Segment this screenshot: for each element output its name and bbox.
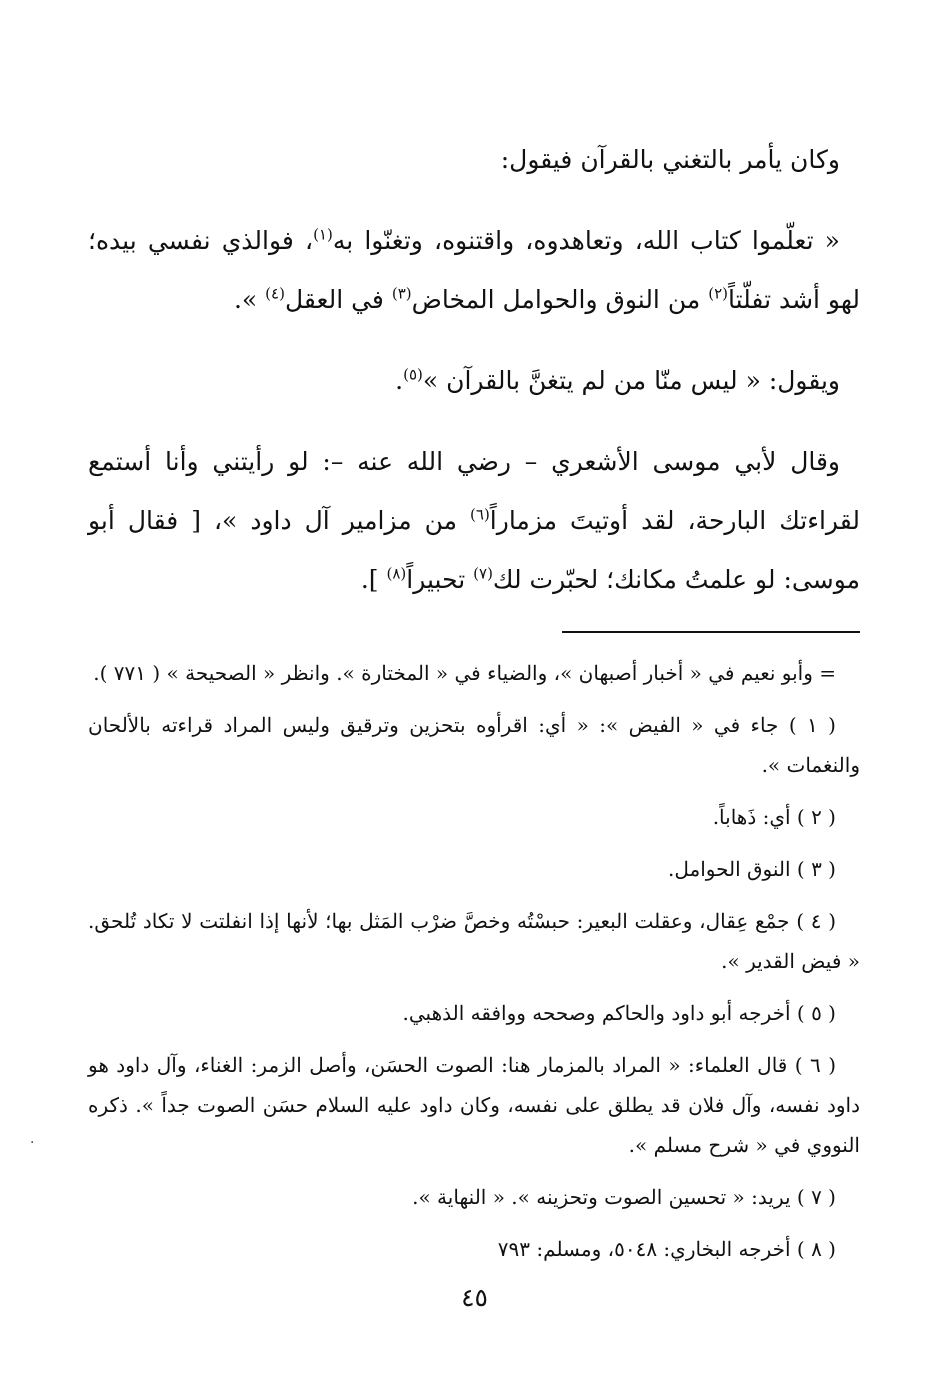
page-body xyxy=(88,130,860,1281)
footnotes xyxy=(88,653,860,1269)
paragraph-2 xyxy=(88,211,860,329)
footnote-ref-1[interactable]: (١) xyxy=(313,225,333,244)
footnote-ref-7[interactable]: (٧) xyxy=(473,564,493,583)
paragraph-1: وكان يأمر بالتغني بالقرآن فيقول: xyxy=(500,145,840,174)
footnote-1: ( ١ ) جاء في « الفيض »: « أي: اقرأوه بتحزين وترقيق وليس المراد قراءته بالألحان والنغمات ». xyxy=(88,713,860,777)
footnote-8: ( ٨ ) أخرجه البخاري: ٥٠٤٨، ومسلم: ٧٩٣ xyxy=(497,1237,836,1261)
paragraph-3-text-a: ويقول: « ليس منّا من لم يتغنَّ بالقرآن » xyxy=(422,366,840,395)
paragraph-3-text-b: . xyxy=(395,366,404,395)
page-number: ٤٥ xyxy=(461,1283,488,1312)
paragraph-4 xyxy=(88,432,860,609)
footnote-ref-8[interactable]: (٨) xyxy=(386,564,407,583)
scan-edge-mark: · xyxy=(30,1135,35,1151)
footnote-ref-6[interactable]: (٦) xyxy=(470,505,490,524)
footnote-2: ( ٢ ) أي: ذَهاباً. xyxy=(712,805,836,829)
footnote-divider xyxy=(562,631,860,633)
paragraph-4-text-b: من مزامير آل داود »، [ فقال أبو موسى: لو علمتُ مكانك؛ لحبّرت لك xyxy=(88,506,860,594)
paragraph-2-text-c: من النوق والحوامل المخاض xyxy=(411,285,709,314)
paragraph-2-text-e: ». xyxy=(233,285,266,314)
footnote-continuation: = وأبو نعيم في « أخبار أصبهان »، والضياء في « المختارة ». وانظر « الصحيحة » ( ٧٧١ ). xyxy=(93,661,836,685)
paragraph-3 xyxy=(88,351,860,410)
paragraph-4-text-c: تحبيراً xyxy=(406,565,474,594)
footnote-3: ( ٣ ) النوق الحوامل. xyxy=(668,857,836,881)
footnote-5: ( ٥ ) أخرجه أبو داود والحاكم وصححه ووافقه الذهبي. xyxy=(402,1001,836,1025)
footnote-ref-4[interactable]: (٤) xyxy=(265,284,285,303)
paragraph-2-text-a: « تعلّموا كتاب الله، وتعاهدوه، واقتنوه، وتغنّوا به xyxy=(332,226,840,255)
footnote-4: ( ٤ ) جمْع عِقال، وعقلت البعير: حبسْتُه وخصَّ ضرْب المَثل بها؛ لأنها إذا انفلتت لا تكاد تُلحق. « فيض القدير ». xyxy=(88,909,860,973)
footnote-ref-2[interactable]: (٢) xyxy=(708,284,728,303)
paragraph-2-text-d: في العقل xyxy=(284,285,392,314)
footnote-7: ( ٧ ) يريد: « تحسين الصوت وتحزينه ». « النهاية ». xyxy=(412,1185,836,1209)
paragraph-4-text-a: وقال لأبي موسى الأشعري – رضي الله عنه –: لو رأيتني وأنا أستمع لقراءتك البارحة، لقد أوتيتَ مزماراً xyxy=(88,447,860,535)
main-text xyxy=(88,130,860,609)
paragraph-4-text-d: ]. xyxy=(360,565,387,594)
footnote-6: ( ٦ ) قال العلماء: « المراد بالمزمار هنا: الصوت الحسَن، وأصل الزمر: الغناء، وآل داود هو داود نفسه، وآل فلان قد يطلق على نفسه، وكان داود عليه السلام حسَن الصوت جداً ». ذكره النووي في « شرح مسلم ». xyxy=(88,1053,860,1157)
footnote-ref-3[interactable]: (٣) xyxy=(391,284,412,303)
paragraph-2-text-b: ، فوالذي نفسي بيده؛ لهو أشد تفلّتاً xyxy=(88,226,860,314)
footnote-ref-5[interactable]: (٥) xyxy=(403,365,423,384)
